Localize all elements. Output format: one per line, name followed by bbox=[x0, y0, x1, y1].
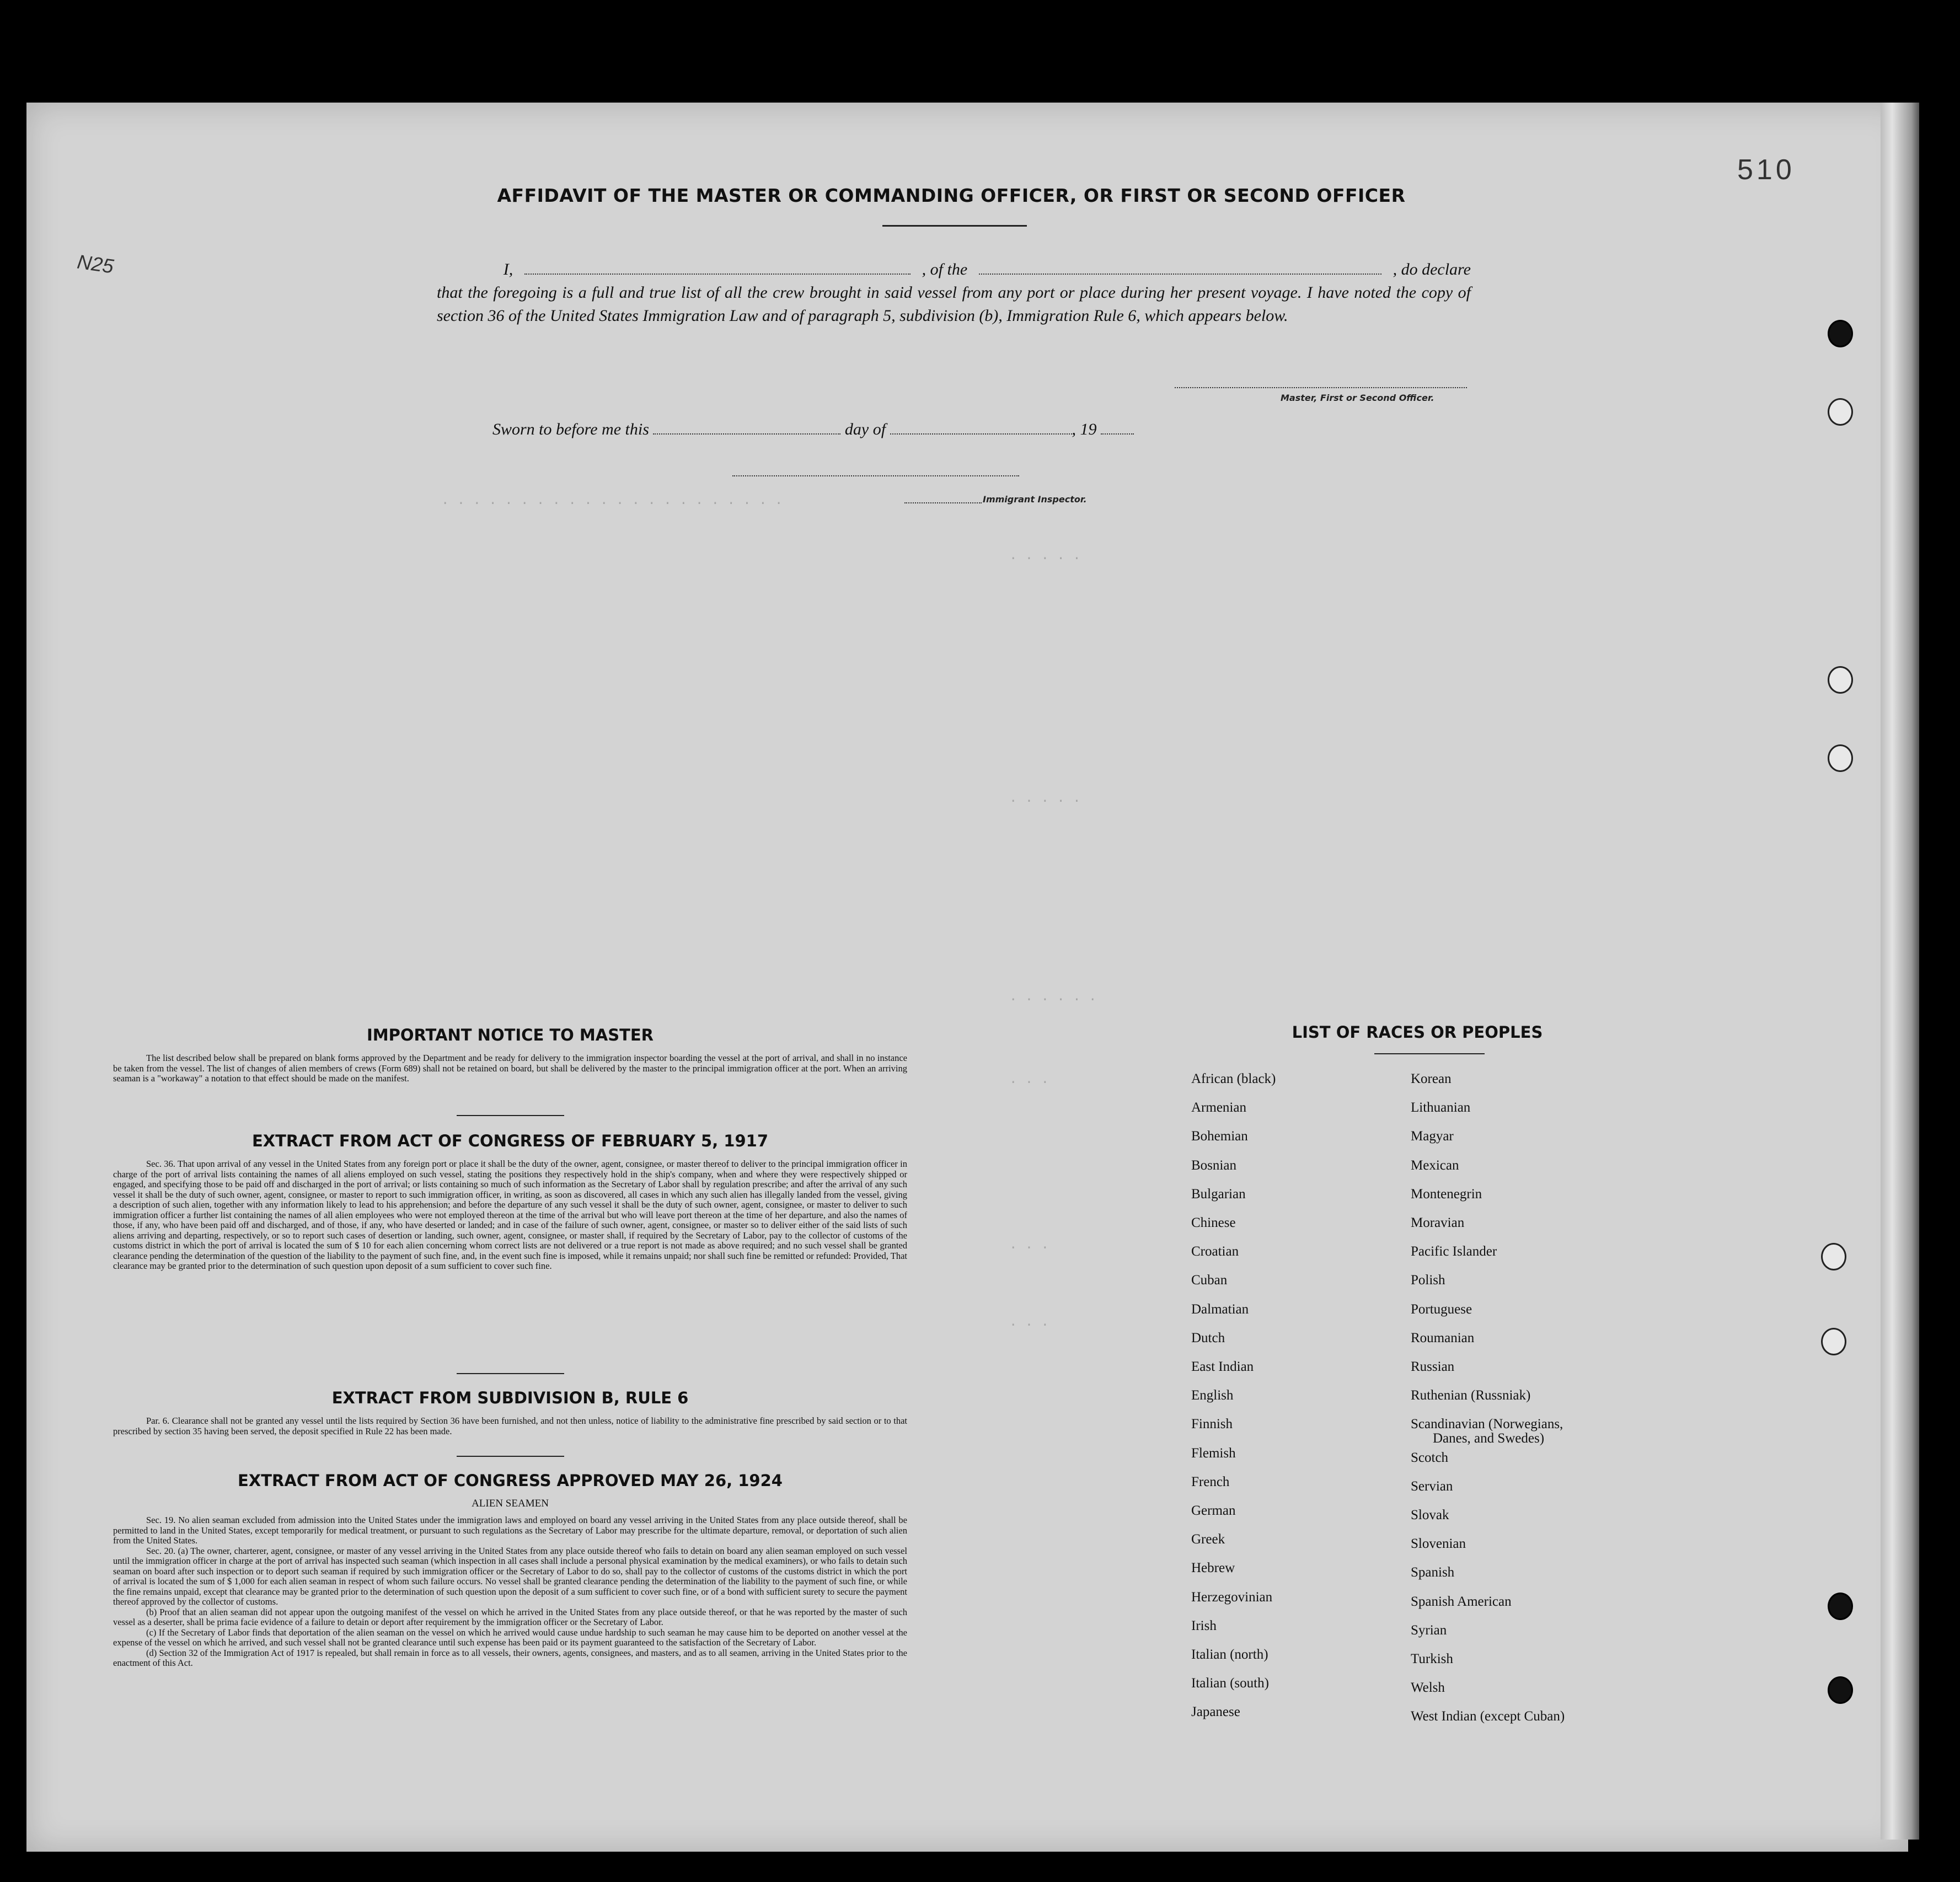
notice-paragraph: The list described below shall be prepared on blank forms approved by the Department and be ready for delivery to the immigration inspector boarding the vessel at the port of arrival, and shall in no instance be taken from the vessel. The list of changes of alien members of crews (Form 689) shall not be retained on board, but shall be delivered by the master to the principal immigration officer at the port. When an arriving seaman is a "workaway" a notation to that effect should be made on the manifest. bbox=[113, 1053, 907, 1084]
binder-hole bbox=[1828, 320, 1853, 347]
affidavit-declaration bbox=[437, 258, 1471, 328]
race-item: Syrian bbox=[1411, 1622, 1447, 1638]
race-item: Ruthenian (Russniak) bbox=[1411, 1388, 1531, 1403]
race-item: Portuguese bbox=[1411, 1301, 1472, 1317]
race-item: Italian (south) bbox=[1191, 1676, 1269, 1691]
race-item: Flemish bbox=[1191, 1445, 1236, 1461]
race-item: African (black) bbox=[1191, 1071, 1276, 1086]
sheet-edge bbox=[1881, 103, 1919, 1840]
binder-hole bbox=[1828, 666, 1853, 694]
extract-1917-body bbox=[113, 1159, 907, 1272]
race-item: Lithuanian bbox=[1411, 1100, 1471, 1116]
alien-seamen-subtitle: ALIEN SEAMEN bbox=[472, 1498, 549, 1509]
race-item: Slovenian bbox=[1411, 1536, 1466, 1552]
inspector-signature-line-short[interactable] bbox=[904, 492, 982, 503]
inspector-signature-label: Immigrant Inspector. bbox=[983, 494, 1087, 505]
race-item: Servian bbox=[1411, 1478, 1453, 1494]
race-item: Welsh bbox=[1411, 1680, 1445, 1696]
extract-1924-title: EXTRACT FROM ACT OF CONGRESS APPROVED MAY 26, 1924 bbox=[238, 1471, 783, 1490]
master-signature-label: Master, First or Second Officer. bbox=[1281, 393, 1434, 403]
sworn-day-field[interactable] bbox=[653, 419, 840, 435]
race-item: Polish bbox=[1411, 1273, 1445, 1288]
vessel-field[interactable] bbox=[979, 259, 1381, 275]
section-divider bbox=[457, 1456, 564, 1457]
race-item: Irish bbox=[1191, 1618, 1217, 1633]
affidavit-title: AFFIDAVIT OF THE MASTER OR COMMANDING OFFICER, OR FIRST OR SECOND OFFICER bbox=[497, 185, 1406, 206]
of-the-label: , of the bbox=[922, 260, 968, 278]
races-title-divider bbox=[1374, 1053, 1485, 1054]
race-item: Hebrew bbox=[1191, 1561, 1235, 1576]
page-number-mark: 510 bbox=[1737, 154, 1795, 186]
extract-rule6-title: EXTRACT FROM SUBDIVISION B, RULE 6 bbox=[331, 1388, 689, 1407]
race-item: Dutch bbox=[1191, 1330, 1225, 1345]
extract-1917-title: EXTRACT FROM ACT OF CONGRESS OF FEBRUARY 5, 1917 bbox=[251, 1132, 769, 1150]
race-item: Turkish bbox=[1411, 1652, 1453, 1666]
race-item: Spanish American bbox=[1411, 1594, 1512, 1609]
year-label: , 19 bbox=[1072, 420, 1097, 438]
race-item: Roumanian bbox=[1411, 1330, 1475, 1345]
sworn-year-field[interactable] bbox=[1101, 419, 1134, 435]
race-item: Pacific Islander bbox=[1411, 1244, 1497, 1259]
race-item: Scotch bbox=[1411, 1450, 1449, 1465]
race-item: German bbox=[1191, 1503, 1236, 1518]
affidavit-body: that the foregoing is a full and true list of all the crew brought in said vessel from any port or place during her present voyage. I have noted the copy of section 36 of the United States Immigration Law and of paragraph 5, subdivision (b), Immigration Rule 6, which appears below. bbox=[437, 283, 1471, 325]
race-item: Montenegrin bbox=[1411, 1186, 1482, 1202]
sec-20c-text: (c) If the Secretary of Labor finds that deportation of the alien seaman on the vessel on which he arrived would cause undue hardship to such seaman he may cause him to be deported on another vessel at the expense of the vessel on which he arrived, and such vessel shall not be granted clearance until such expense has been paid or its payment guaranteed to the satisfaction of the Secretary of Labor. bbox=[113, 1627, 907, 1648]
race-item: West Indian (except Cuban) bbox=[1411, 1709, 1565, 1724]
sworn-month-field[interactable] bbox=[890, 419, 1072, 435]
section-36-text: Sec. 36. That upon arrival of any vessel in the United States from any foreign port or place it shall be the duty of the owner, agent, consignee, or master thereof to deliver to the principal immigration officer in charge of the port of arrival lists containing the names of all aliens employed on such vessel, stating the positions they respectively hold in the ship's company, when and where they were respectively shipped or engaged, and specifying those to be paid off and discharged in the port of arrival; or lists containing so much of such information as the Secretary of Labor shall by regulation prescribe; and after the arrival of any such vessel it shall be the duty of such owner, agent, consignee, or master to report to such immigration officer, in writing, as soon as discovered, all cases in which any such alien has illegally landed from the vessel, giving a description of such alien, together with any information likely to lead to his apprehension; and before the departure of any such vessel it shall be the duty of such owner, agent, consignee, or master to deliver to such immigration officer a further list containing the names of all alien employees who were not employed thereon at the time of the arrival but who will leave port thereon at the time of her departure, and also the names of those, if any, who have been paid off and discharged, and of those, if any, who have deserted or landed; and in case of the failure of such owner, agent, consignee, or master so to deliver either of the said lists of such aliens arriving and departing, respectively, or so to report such cases of desertion or landing, such owner, agent, consignee, or master shall, if required by the Secretary of Labor, pay to the collector of customs of the customs district in which the port of arrival is located the sum of $ 10 for each alien concerning whom correct lists are not delivered or a true report is not made as above required; and no such vessel shall be granted clearance pending the determination of the question of the liability to the payment of such fine, and, in the event such fine is imposed, while it remains unpaid; nor shall such fine be remitted or refunded: Provided, That clearance may be granted prior to the determination of such question upon deposit of a sum sufficient to cover such fine. bbox=[113, 1159, 907, 1271]
master-signature-line[interactable] bbox=[1175, 379, 1467, 388]
sworn-line bbox=[492, 419, 1134, 439]
race-item: Mexican bbox=[1411, 1157, 1459, 1173]
race-item: Scandinavian (Norwegians, bbox=[1411, 1417, 1563, 1432]
binder-hole bbox=[1828, 1676, 1853, 1704]
i-label: I, bbox=[503, 260, 513, 278]
sec-20a-text: Sec. 20. (a) The owner, charterer, agent, consignee, or master of any vessel arriving in the United States from any place outside thereof who fails to detain on board any alien seaman employed on such vessel until the immigration officer in charge at the port of arrival has inspected such seaman (which inspection in all cases shall include a personal physical examination by the medical examiners), or who fails to detain such seaman on board after such inspection or to deport such seaman if required by such immigration officer or the Secretary of Labor to do so, shall pay to the collector of customs of the customs district in which the port of arrival is located the sum of $ 1,000 for each alien seaman in respect of whom such failure occurs. No vessel shall be granted clearance pending the determination of the liability to the payment of such fine, or while the fine remains unpaid, except that clearance may be granted prior to the determination of such question upon the deposit of a sum sufficient to cover such fine, or of a bond with sufficient surety to secure the payment thereof approved by the collector of customs. bbox=[113, 1545, 907, 1607]
race-item: Finnish bbox=[1191, 1417, 1233, 1432]
race-item: Japanese bbox=[1191, 1704, 1240, 1720]
extract-1924-body bbox=[113, 1515, 907, 1669]
race-item: Greek bbox=[1191, 1532, 1225, 1547]
race-item: Bulgarian bbox=[1191, 1186, 1246, 1202]
binder-hole bbox=[1828, 744, 1853, 772]
par-6-text: Par. 6. Clearance shall not be granted any vessel until the lists required by Section 36 have been furnished, and not then unless, notice of liability to the administrative fine prescribed by said section or to that prescribed by section 35 having been served, the deposit specified in Rule 22 has been made. bbox=[113, 1415, 907, 1436]
margin-mark: N25 bbox=[76, 250, 115, 278]
do-declare-label: , do declare bbox=[1393, 260, 1471, 278]
race-item-continuation: Danes, and Swedes) bbox=[1433, 1431, 1545, 1446]
races-title: LIST OF RACES OR PEOPLES bbox=[1292, 1023, 1543, 1042]
inspector-signature-line[interactable] bbox=[732, 468, 1019, 476]
race-item: Dalmatian bbox=[1191, 1301, 1249, 1317]
sec-20d-text: (d) Section 32 of the Immigration Act of 1917 is repealed, but shall remain in force as to all vessels, their owners, agents, consignees, and masters, and as to all seamen, arriving in the United States prior to the enactment of this Act. bbox=[113, 1647, 907, 1668]
race-item: Bohemian bbox=[1191, 1129, 1248, 1144]
section-divider bbox=[457, 1115, 564, 1116]
race-item: Chinese bbox=[1191, 1215, 1236, 1230]
race-item: Croatian bbox=[1191, 1244, 1239, 1259]
sworn-label: Sworn to before me this bbox=[492, 420, 649, 438]
section-divider bbox=[457, 1373, 564, 1374]
sec-19-text: Sec. 19. No alien seaman excluded from admission into the United States under the immigration laws and employed on board any vessel arriving in the United States from any place outside thereof, shall be permitted to land in the United States, except temporarily for medical treatment, or pursuant to such regulations as the Secretary of Labor may prescribe for the ultimate departure, removal, or deportation of such alien from the United States. bbox=[113, 1515, 907, 1546]
title-divider bbox=[882, 225, 1027, 227]
race-item: Italian (north) bbox=[1191, 1647, 1268, 1662]
sec-20b-text: (b) Proof that an alien seaman did not appear upon the outgoing manifest of the vessel on which he arrived in the United States from any place outside thereof, or that he was reported by the master of such vessel as a deserter, shall be prima facie evidence of a failure to detain or deport after requirement by the immigration officer or the Secretary of Labor. bbox=[113, 1606, 907, 1627]
race-item: Moravian bbox=[1411, 1215, 1465, 1230]
race-item: East Indian bbox=[1191, 1359, 1254, 1374]
race-item: Cuban bbox=[1191, 1273, 1228, 1288]
binder-hole bbox=[1821, 1243, 1846, 1270]
binder-hole bbox=[1828, 1593, 1853, 1620]
race-item: English bbox=[1191, 1388, 1234, 1403]
race-item: Bosnian bbox=[1191, 1157, 1236, 1173]
race-item: Russian bbox=[1411, 1359, 1455, 1374]
race-item: Armenian bbox=[1191, 1100, 1246, 1116]
race-item: Spanish bbox=[1411, 1565, 1455, 1580]
race-item: Korean bbox=[1411, 1071, 1452, 1086]
race-item: Herzegovinian bbox=[1191, 1589, 1273, 1605]
race-item: French bbox=[1191, 1474, 1230, 1489]
notice-body bbox=[113, 1053, 907, 1084]
notice-title: IMPORTANT NOTICE TO MASTER bbox=[366, 1026, 654, 1044]
day-of-label: day of bbox=[844, 420, 886, 438]
name-field[interactable] bbox=[524, 259, 911, 275]
race-item: Magyar bbox=[1411, 1129, 1454, 1144]
binder-hole bbox=[1821, 1328, 1846, 1355]
race-item: Slovak bbox=[1411, 1508, 1449, 1522]
extract-rule6-body bbox=[113, 1416, 907, 1436]
binder-hole bbox=[1828, 398, 1853, 426]
